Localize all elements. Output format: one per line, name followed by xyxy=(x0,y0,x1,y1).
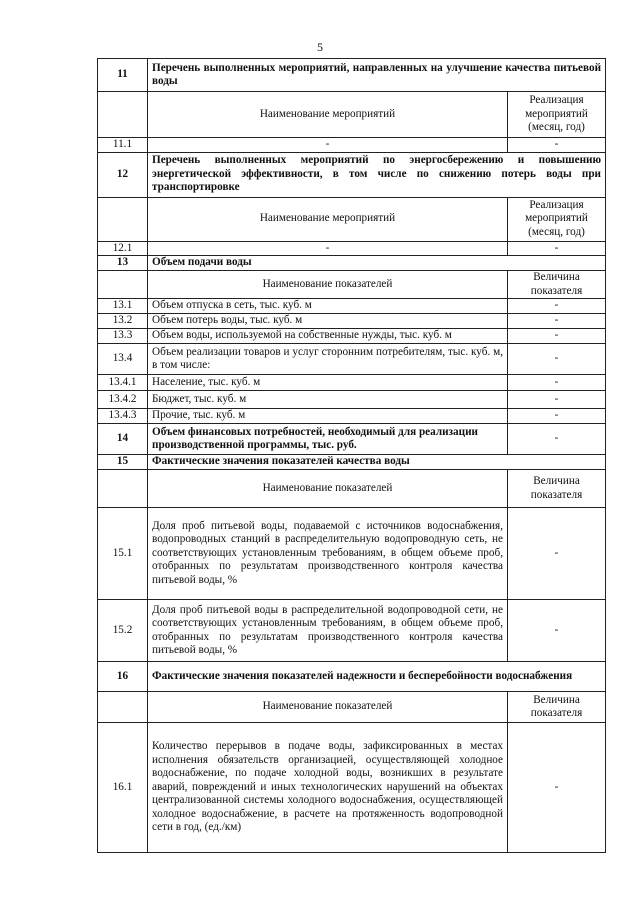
empty-cell xyxy=(98,470,148,508)
row-value: - xyxy=(508,344,606,375)
row-name: Доля проб питьевой воды, подаваемой с источников водоснабжения, водопроводных станций в распределительную водопроводную сеть, не соответствующих установленным требованиям, в общем объеме проб, отобранных по результатам производственного контроля качества питьевой воды, % xyxy=(148,508,508,600)
column-header-name: Наименование показателей xyxy=(148,692,508,723)
report-table xyxy=(97,58,606,853)
row-value: - xyxy=(508,600,606,662)
row-number: 11.1 xyxy=(98,138,148,153)
row-number: 13.4 xyxy=(98,344,148,375)
row-number: 13 xyxy=(98,256,148,271)
row-value: - xyxy=(508,723,606,853)
row-value: - xyxy=(508,314,606,329)
table-row xyxy=(98,375,606,391)
header-row-13 xyxy=(98,271,606,299)
row-number: 13.4.1 xyxy=(98,375,148,391)
row-value: - xyxy=(508,241,606,256)
row-name: Объем реализации товаров и услуг сторонним потребителям, тыс. куб. м, в том числе: xyxy=(148,344,508,375)
row-name: Население, тыс. куб. м xyxy=(148,375,508,391)
section-title: Фактические значения показателей качества воды xyxy=(148,455,606,470)
table-row xyxy=(98,241,606,256)
section-title: Перечень выполненных мероприятий, направленных на улучшение качества питьевой воды xyxy=(148,59,606,92)
column-header-name: Наименование показателей xyxy=(148,271,508,299)
row-name: Объем отпуска в сеть, тыс. куб. м xyxy=(148,299,508,314)
column-header-value: Реализация мероприятий (месяц, год) xyxy=(508,197,606,241)
table-row xyxy=(98,138,606,153)
row-number: 13.2 xyxy=(98,314,148,329)
section-row-13 xyxy=(98,256,606,271)
column-header-name: Наименование мероприятий xyxy=(148,92,508,138)
row-value: - xyxy=(508,508,606,600)
row-name: Бюджет, тыс. куб. м xyxy=(148,391,508,409)
table-row xyxy=(98,344,606,375)
row-name: Доля проб питьевой воды в распределительной водопроводной сети, не соответствующих установленным требованиям, в общем объеме проб, отобранных по результатам производственного контроля качества питьевой воды, % xyxy=(148,600,508,662)
header-row-12 xyxy=(98,197,606,241)
row-number: 11 xyxy=(98,59,148,92)
table-row xyxy=(98,723,606,853)
row-value: - xyxy=(508,138,606,153)
header-row-11 xyxy=(98,92,606,138)
column-header-name: Наименование мероприятий xyxy=(148,197,508,241)
row-number: 13.1 xyxy=(98,299,148,314)
page-number: 5 xyxy=(317,40,323,54)
column-header-name: Наименование показателей xyxy=(148,470,508,508)
section-row-12 xyxy=(98,152,606,197)
row-value: - xyxy=(508,299,606,314)
column-header-value: Величина показателя xyxy=(508,692,606,723)
column-header-value: Величина показателя xyxy=(508,271,606,299)
table-row xyxy=(98,299,606,314)
table-row xyxy=(98,409,606,424)
row-name: Объем воды, используемой на собственные нужды, тыс. куб. м xyxy=(148,329,508,344)
row-name: - xyxy=(148,241,508,256)
table-row xyxy=(98,508,606,600)
row-name: - xyxy=(148,138,508,153)
section-row-14 xyxy=(98,424,606,455)
table-row xyxy=(98,314,606,329)
empty-cell xyxy=(98,92,148,138)
row-number: 15.1 xyxy=(98,508,148,600)
column-header-value: Величина показателя xyxy=(508,470,606,508)
row-name: Объем потерь воды, тыс. куб. м xyxy=(148,314,508,329)
section-title: Объем подачи воды xyxy=(148,256,606,271)
row-value: - xyxy=(508,409,606,424)
row-number: 12.1 xyxy=(98,241,148,256)
row-number: 15.2 xyxy=(98,600,148,662)
column-header-value: Реализация мероприятий (месяц, год) xyxy=(508,92,606,138)
empty-cell xyxy=(98,692,148,723)
row-number: 15 xyxy=(98,455,148,470)
header-row-16 xyxy=(98,692,606,723)
section-title: Перечень выполненных мероприятий по энергосбережению и повышению энергетической эффективности, в том числе по снижению потерь воды при транспортировке xyxy=(148,152,606,197)
row-name: Прочие, тыс. куб. м xyxy=(148,409,508,424)
row-number: 13.3 xyxy=(98,329,148,344)
row-number: 14 xyxy=(98,424,148,455)
row-name: Количество перерывов в подаче воды, зафиксированных в местах исполнения обязательств организацией, осуществляющей холодное водоснабжение, по подаче холодной воды, возникших в результате аварий, повреждений и иных технологических нарушений на объектах централизованной системы холодного водоснабжения, осуществляющей холодное водоснабжение, в расчете на протяженность водопроводной сети в год, (ед./км) xyxy=(148,723,508,853)
empty-cell xyxy=(98,197,148,241)
row-value: - xyxy=(508,424,606,455)
row-number: 12 xyxy=(98,152,148,197)
row-value: - xyxy=(508,329,606,344)
table-row xyxy=(98,600,606,662)
row-number: 16.1 xyxy=(98,723,148,853)
row-number: 13.4.2 xyxy=(98,391,148,409)
table-row xyxy=(98,329,606,344)
row-number: 13.4.3 xyxy=(98,409,148,424)
section-row-15 xyxy=(98,455,606,470)
section-title: Фактические значения показателей надежности и бесперебойности водоснабжения xyxy=(148,662,606,692)
row-value: - xyxy=(508,375,606,391)
section-row-16 xyxy=(98,662,606,692)
table-row xyxy=(98,391,606,409)
section-title: Объем финансовых потребностей, необходимый для реализации производственной программы, тыс. руб. xyxy=(148,424,508,455)
row-number: 16 xyxy=(98,662,148,692)
row-value: - xyxy=(508,391,606,409)
empty-cell xyxy=(98,271,148,299)
header-row-15 xyxy=(98,470,606,508)
section-row-11 xyxy=(98,59,606,92)
